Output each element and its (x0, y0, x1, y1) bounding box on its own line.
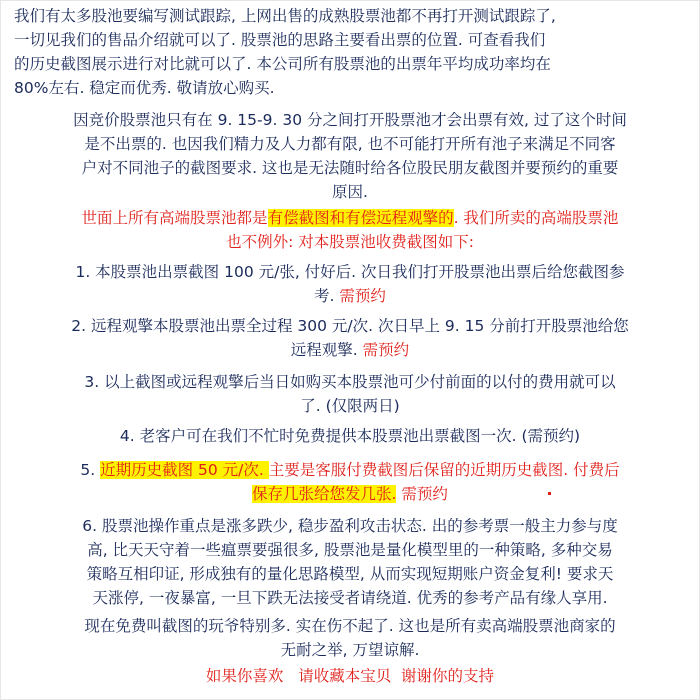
closing-line-1: 现在免费叫截图的玩爷特别多. 实在伤不起了. 这也是所有卖高端股票池商家的 (84, 617, 616, 635)
item-2 (14, 314, 686, 362)
intro-line-3: 的历史截图展示进行对比就可以了. 本公司所有股票池的出票年平均成功率均在 (14, 55, 551, 73)
operation-line-2: 高, 比天天守着一些瘟票要强很多, 股票池是量化模型里的一种策略, 多种交易 (87, 541, 613, 559)
item-5-note: 需预约 (401, 485, 448, 503)
item-1 (14, 260, 686, 308)
item-2-line-1: 2. 远程观擎本股票池出票全过程 300 元/次. 次日早上 9. 15 分前打开股票池给您 (71, 317, 629, 335)
policy-line-2: 也不例外: 对本股票池收费截图如下: (226, 233, 474, 251)
red-dot-mark (548, 492, 551, 495)
policy-highlight: 有偿截图和有偿远程观擎的 (267, 209, 454, 227)
item-5-highlight-1: 近期历史截图 50 元/次. (100, 461, 269, 479)
item-5 (14, 458, 686, 506)
intro-line-1: 我们有太多股池要编写测试跟踪, 上网出售的成熟股票池都不再打开测试跟踪了, (14, 7, 556, 25)
policy-paragraph (14, 206, 686, 254)
item-1-line-1: 1. 本股票池出票截图 100 元/张, 付好后. 次日我们打开股票池出票后给您截图参 (75, 263, 625, 281)
item-5-highlight-2: 保存几张给您发几张. (252, 485, 397, 503)
item-3-line-2: 了. (仅限两日) (300, 397, 400, 415)
item-3-line-1: 3. 以上截图或远程观擎后当日如购买本股票池可少付前面的以付的费用就可以 (84, 373, 616, 391)
operation-line-3: 策略互相印证, 形成独有的量化思路模型, 从而实现短期账户资金复利! 要求天 (86, 565, 614, 583)
item-5-prefix: 5. (80, 461, 101, 479)
auction-paragraph (14, 108, 686, 204)
policy-part-3: . 我们所卖的高端股票池 (453, 209, 619, 227)
item-1-note: 需预约 (339, 287, 386, 305)
item-5-middle: 主要是客服付费截图后保留的近期历史截图. 付费后 (268, 461, 620, 479)
policy-part-1: 世面上所有高端股票池都是 (81, 209, 268, 227)
item-1-line-2: 考. (314, 287, 335, 305)
intro-line-4: 80%左右. 稳定而优秀. 敬请放心购买. (14, 79, 275, 97)
auction-line-1: 因竞价股票池只有在 9. 15-9. 30 分之间打开股票池才会出票有效, 过了这个时间 (73, 111, 627, 129)
item-4-line-1: 4. 老客户可在我们不忙时免费提供本股票池出票截图一次. (需预约) (119, 427, 581, 445)
closing-paragraph (14, 614, 686, 662)
closing-line-2: 无耐之举, 万望谅解. (280, 641, 420, 659)
auction-line-3: 户对不同池子的截图要求. 这也是无法随时给各位股民朋友截图并要预约的重要 (81, 159, 619, 177)
item-3 (14, 370, 686, 418)
intro-line-2: 一切见我们的售品介绍就可以了. 股票池的思路主要看出票的位置. 可查看我们 (14, 31, 546, 49)
operation-paragraph (14, 514, 686, 610)
auction-line-4: 原因. (332, 183, 368, 201)
item-2-line-2: 远程观擎. (290, 341, 358, 359)
footer-note: 如果你喜欢 请收藏本宝贝 谢谢你的支持 (205, 667, 495, 685)
auction-line-2: 是不出票的. 也因我们精力及人力都有限, 也不可能打开所有池子来满足不同客 (84, 135, 616, 153)
item-4 (14, 424, 686, 448)
operation-line-1: 6. 股票池操作重点是涨多跌少, 稳步盈利攻击状态. 出的参考票一般主力参与度 (82, 517, 618, 535)
operation-line-4: 天涨停, 一夜暴富, 一旦下跌无法接受者请绕道. 优秀的参考产品有缘人享用. (92, 589, 608, 607)
intro-paragraph (14, 4, 686, 100)
item-2-note: 需预约 (362, 341, 410, 359)
